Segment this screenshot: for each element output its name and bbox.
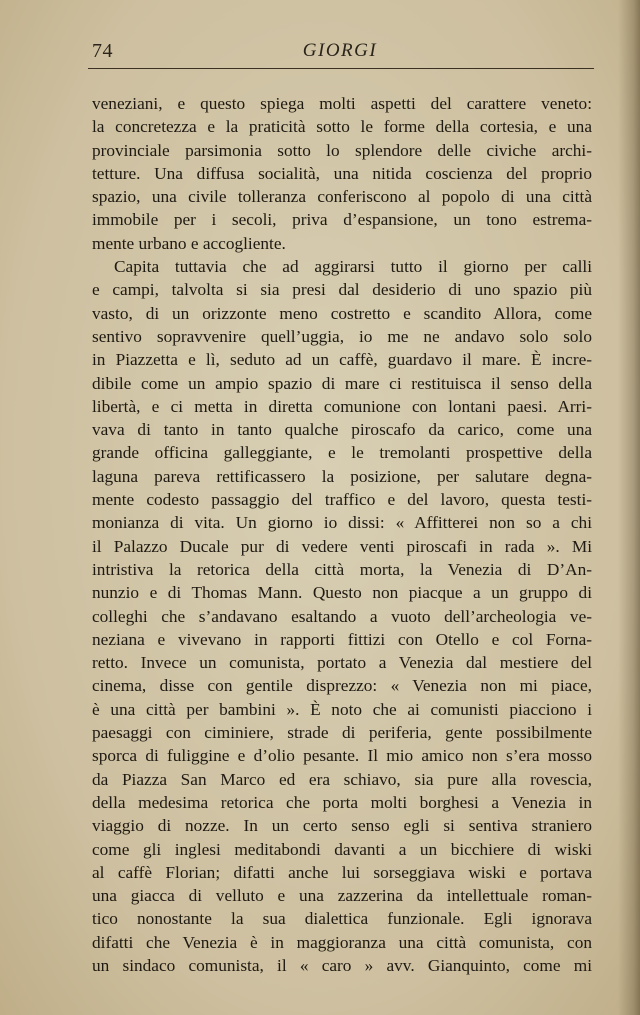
body-text [92,92,592,977]
page-header [88,36,592,68]
text-line: neziana e vivevano in rapporti fittizi con Otello e col Forna- [92,629,592,649]
text-line: provinciale parsimonia sotto lo splendore delle civiche archi- [92,140,592,160]
text-line: laguna pareva rettificassero la posizione, per salutare degna- [92,466,592,486]
running-title: GIORGI [302,40,378,61]
text-line: tico nonostante la sua dialettica funzionale. Egli ignorava [92,909,592,929]
text-line: veneziani, e questo spiega molti aspetti del carattere veneto: [92,94,592,113]
text-line: è una città per bambini ». È noto che ai comunisti piacciono i [92,699,592,719]
page-number: 74 [92,40,113,62]
text-line: tetture. Una diffusa socialità, una nitida coscienza del proprio [92,163,592,183]
text-line: nunzio e di Thomas Mann. Questo non piacque a un gruppo di [92,583,592,603]
text-line: vasto, di un orizzonte meno costretto e scandito Allora, come [92,303,592,323]
text-line: intristiva la retorica della città morta, la Venezia di D’An- [92,559,592,579]
text-line: difatti che Venezia è in maggioranza una città comunista, con [92,932,592,952]
text-line: immobile per i secoli, priva d’espansione, un tono estrema- [92,210,592,230]
text-line: come gli inglesi meditabondi davanti a un bicchiere di wiski [92,839,592,859]
text-line: la concretezza e la praticità sotto le forme della cortesia, e una [92,117,592,137]
text-line: dibile come un ampio spazio di mare ci restituisca il senso della [92,373,592,393]
text-line: paesaggi con ciminiere, strade di periferia, gente possibilmente [92,723,592,743]
text-line: e campi, talvolta si sia presi dal desiderio di uno spazio più [92,280,592,300]
text-line: sporca di fuliggine e d’olio pesante. Il mio amico non s’era mosso [92,746,592,766]
text-line: mente codesto passaggio del traffico e del lavoro, questa testi- [92,490,592,510]
text-line: Capita tuttavia che ad aggirarsi tutto il giorno per calli [114,257,592,277]
text-line: cinema, disse con gentile disprezzo: « Venezia non mi piace, [92,676,592,696]
text-line: una giacca di velluto e una zazzerina da intellettuale roman- [92,886,592,906]
text-line: vava di tanto in tanto qualche piroscafo da carico, come una [92,420,592,440]
header-rule [88,68,594,69]
text-line: monianza di vita. Un giorno io dissi: « Affitterei non so a chi [92,513,592,533]
text-line: colleghi che s’andavano esaltando a vuoto dell’archeologia ve- [92,606,592,626]
text-line: libertà, e ci metta in diretta comunione con lontani paesi. Arri- [92,396,592,416]
text-line: al caffè Florian; difatti anche lui sorseggiava wiski e portava [92,862,592,882]
text-line: il Palazzo Ducale pur di vedere venti piroscafi in rada ». Mi [92,536,592,556]
text-line: viaggio di nozze. In un certo senso egli si sentiva straniero [92,816,592,836]
page-edge-shadow [618,0,640,1015]
text-line: mente urbano e accogliente. [92,233,286,253]
text-line: retto. Invece un comunista, portato a Venezia dal mestiere del [92,653,592,673]
text-line: della medesima retorica che porta molti borghesi a Venezia in [92,792,592,812]
text-line: da Piazza San Marco ed era schiavo, sia pure alla rovescia, [92,769,592,789]
text-line: grande officina galleggiante, e le tremolanti prospettive della [92,443,592,463]
text-line: spazio, una civile tolleranza conferiscono al popolo di una città [92,187,592,207]
text-line: in Piazzetta e lì, seduto ad un caffè, guardavo il mare. È incre- [92,350,592,370]
text-line: sentivo sopravvenire quell’uggia, io me ne andavo solo solo [92,326,592,346]
text-line: un sindaco comunista, il « caro » avv. Gianquinto, come mi [92,955,592,975]
